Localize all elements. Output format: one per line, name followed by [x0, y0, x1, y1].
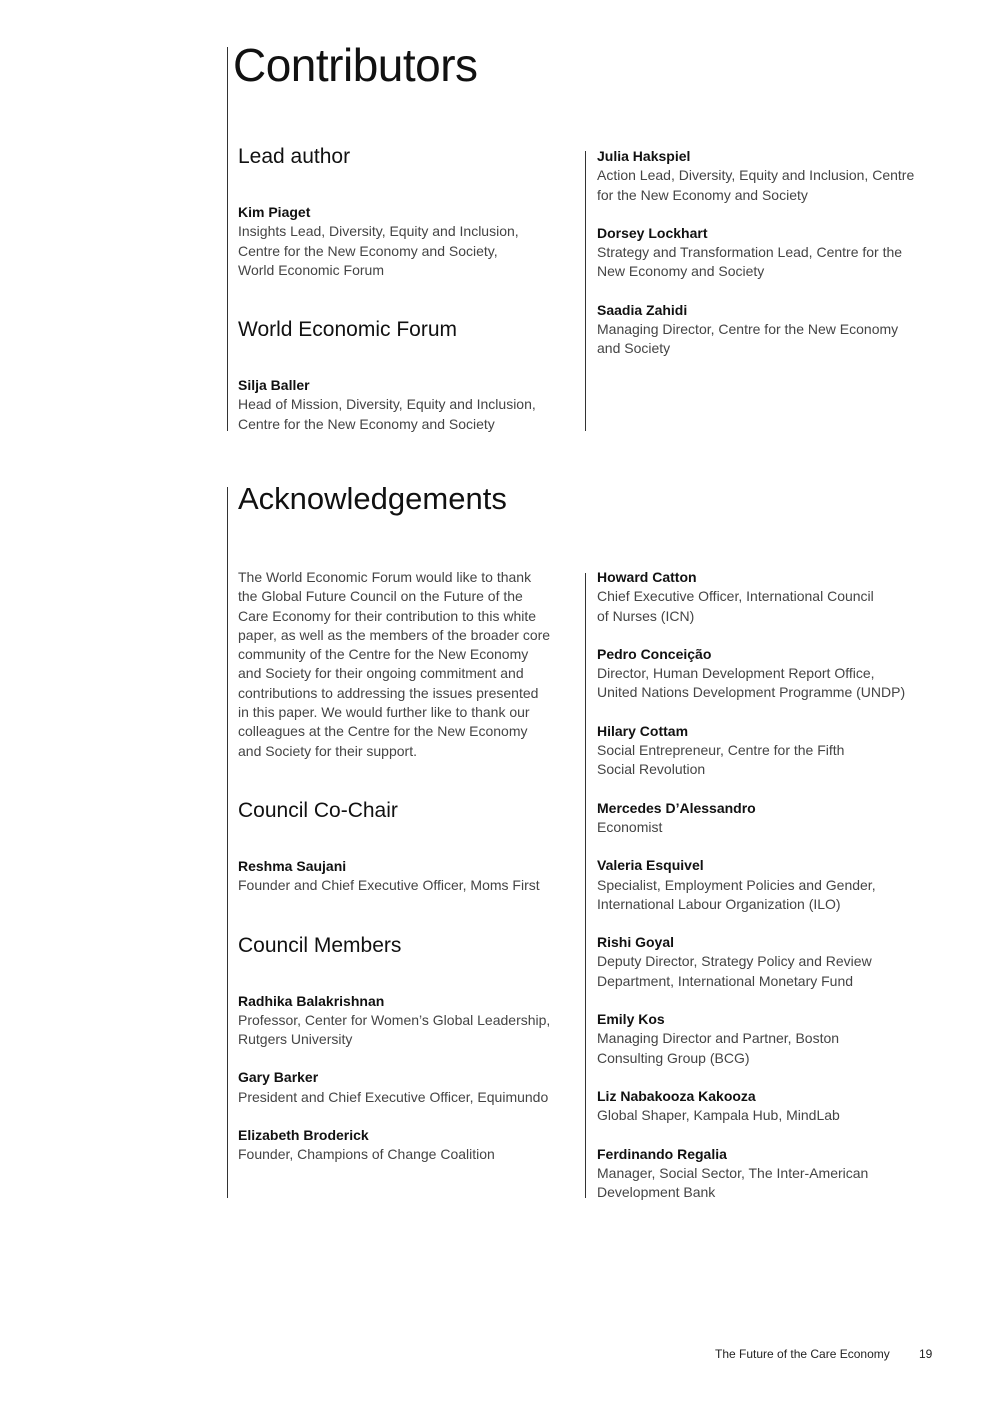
co-chair-heading: Council Co-Chair [238, 798, 398, 822]
person-name: Radhika Balakrishnan [238, 992, 385, 1009]
contributors-rule-left [227, 47, 228, 431]
person-role: and Society [597, 340, 671, 357]
person-entry [238, 857, 573, 896]
person-entry [238, 992, 573, 1050]
person-role: President and Chief Executive Officer, Equimundo [238, 1088, 549, 1105]
person-role: Specialist, Employment Policies and Gender, [597, 876, 876, 893]
person-role: Chief Executive Officer, International Council [597, 588, 874, 605]
person-role: Department, International Monetary Fund [597, 972, 854, 989]
intro-line: paper, as well as the members of the broader core [238, 626, 551, 643]
person-entry [597, 301, 932, 359]
person-entry [597, 224, 932, 282]
person-entry [597, 568, 932, 626]
person-entry [238, 1126, 573, 1165]
person-name: Pedro Conceição [597, 645, 712, 662]
person-role: Centre for the New Economy and Society [238, 415, 495, 432]
wef-heading: World Economic Forum [238, 318, 458, 342]
contributors-right-column [597, 147, 932, 359]
person-role: Deputy Director, Strategy Policy and Review [597, 953, 872, 970]
person-entry [597, 799, 932, 838]
person-name: Dorsey Lockhart [597, 224, 708, 241]
person-name: Kim Piaget [238, 204, 311, 220]
person-role: Strategy and Transformation Lead, Centre for the [597, 244, 903, 261]
person-entry [238, 376, 573, 434]
footer-doc-title: The Future of the Care Economy [715, 1347, 890, 1361]
person-name: Ferdinando Regalia [597, 1145, 727, 1162]
person-role: Managing Director, Centre for the New Economy [597, 321, 899, 338]
person-role: Global Shaper, Kampala Hub, MindLab [597, 1107, 840, 1124]
person-role: Insights Lead, Diversity, Equity and Inclusion, [238, 223, 519, 240]
person-entry [597, 1145, 932, 1203]
intro-line: Care Economy for their contribution to this white [238, 607, 537, 624]
person-entry [238, 203, 573, 280]
person-name: Emily Kos [597, 1011, 665, 1028]
person-role: Economist [597, 818, 663, 835]
intro-line: The World Economic Forum would like to thank [238, 569, 532, 585]
intro-line: colleagues at the Centre for the New Economy [238, 723, 528, 740]
person-role: of Nurses (ICN) [597, 607, 695, 624]
person-entry [597, 933, 932, 991]
person-role: Centre for the New Economy and Society, [238, 242, 498, 259]
person-name: Mercedes D’Alessandro [597, 799, 756, 816]
person-role: Consulting Group (BCG) [597, 1049, 750, 1066]
intro-line: in this paper. We would further like to thank our [238, 704, 530, 721]
person-role: Founder and Chief Executive Officer, Moms First [238, 877, 540, 894]
ack-rule-left [227, 487, 228, 1198]
person-role: United Nations Development Programme (UNDP) [597, 684, 906, 701]
person-name: Elizabeth Broderick [238, 1127, 369, 1144]
person-role: World Economic Forum [238, 261, 385, 278]
contributors-rule-mid [585, 151, 586, 431]
acknowledgements-title: Acknowledgements [238, 481, 507, 516]
ack-left-column [238, 568, 573, 1165]
ack-right-column [597, 568, 932, 1202]
ack-rule-mid [585, 573, 586, 1198]
person-name: Hilary Cottam [597, 722, 689, 739]
intro-line: the Global Future Council on the Future of the [238, 588, 523, 605]
person-name: Silja Baller [238, 377, 310, 394]
person-role: Founder, Champions of Change Coalition [238, 1146, 495, 1163]
intro-line: community of the Centre for the New Economy [238, 646, 529, 663]
intro-line: and Society for their ongoing commitment and [238, 665, 524, 682]
contributors-title: Contributors [233, 39, 478, 91]
ack-intro-paragraph [238, 568, 573, 761]
person-role: Manager, Social Sector, The Inter-American [597, 1164, 869, 1181]
person-role: Managing Director and Partner, Boston [597, 1030, 840, 1047]
person-name: Howard Catton [597, 569, 697, 585]
footer-page-number: 19 [919, 1347, 933, 1361]
person-name: Reshma Saujani [238, 857, 347, 874]
person-name: Valeria Esquivel [597, 857, 704, 874]
person-name: Saadia Zahidi [597, 301, 688, 318]
person-role: Rutgers University [238, 1031, 353, 1048]
person-name: Julia Hakspiel [597, 148, 691, 164]
person-entry [597, 722, 932, 780]
intro-line: contributions to addressing the issues presented [238, 684, 539, 701]
person-role: for the New Economy and Society [597, 186, 808, 203]
person-entry [597, 1087, 932, 1126]
person-role: Director, Human Development Report Office, [597, 665, 875, 682]
person-name: Rishi Goyal [597, 934, 675, 951]
person-role: Head of Mission, Diversity, Equity and Inclusion, [238, 396, 536, 413]
person-entry [597, 147, 932, 205]
person-entry [238, 1068, 573, 1107]
person-name: Gary Barker [238, 1069, 319, 1086]
lead-author-heading: Lead author [238, 145, 351, 168]
person-entry [597, 645, 932, 703]
person-role: International Labour Organization (ILO) [597, 895, 841, 912]
person-entry [597, 856, 932, 914]
person-role: Action Lead, Diversity, Equity and Inclusion, Centre [597, 167, 915, 184]
person-role: Professor, Center for Women’s Global Leadership, [238, 1011, 551, 1028]
council-members-heading: Council Members [238, 933, 402, 957]
person-name: Liz Nabakooza Kakooza [597, 1087, 756, 1104]
contributors-left-column [238, 146, 573, 434]
intro-line: and Society for their support. [238, 742, 417, 759]
person-role: Social Entrepreneur, Centre for the Fifth [597, 742, 845, 759]
person-role: Social Revolution [597, 761, 706, 778]
person-entry [597, 1010, 932, 1068]
person-role: New Economy and Society [597, 263, 765, 280]
person-role: Development Bank [597, 1184, 716, 1201]
